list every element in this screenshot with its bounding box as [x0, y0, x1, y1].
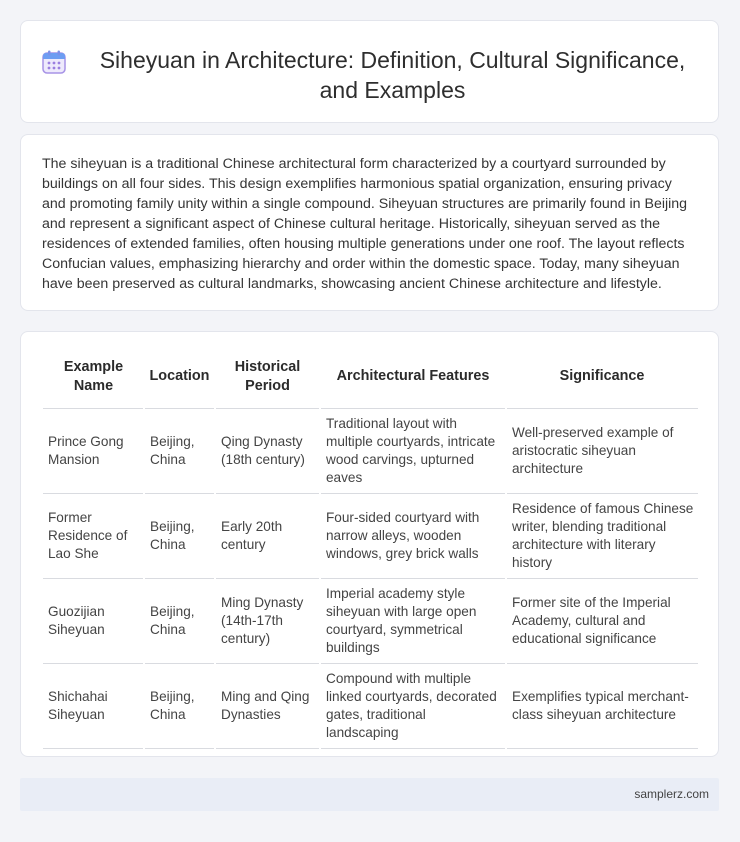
header-significance: Significance [506, 346, 698, 408]
table-card [20, 331, 719, 757]
intro-card [20, 134, 719, 311]
calendar-icon [41, 49, 67, 75]
cell-significance: Residence of famous Chinese writer, blending traditional architecture with literary history [506, 493, 698, 578]
cell-significance: Well-preserved example of aristocratic siheyuan architecture [506, 408, 698, 493]
cell-historical-period: Ming and Qing Dynasties [215, 663, 320, 748]
header-architectural-features: Architectural Features [320, 346, 506, 408]
cell-example-name: Prince Gong Mansion [43, 408, 144, 493]
table-header-row [43, 346, 698, 408]
table-row [43, 663, 698, 748]
table-row [43, 493, 698, 578]
cell-significance: Exemplifies typical merchant-class siheyuan architecture [506, 663, 698, 748]
cell-historical-period: Early 20th century [215, 493, 320, 578]
header-example-name: Example Name [43, 346, 144, 408]
cell-example-name: Guozijian Siheyuan [43, 578, 144, 663]
table-row [43, 408, 698, 493]
cell-historical-period: Qing Dynasty (18th century) [215, 408, 320, 493]
examples-table [43, 346, 698, 749]
cell-example-name: Former Residence of Lao She [43, 493, 144, 578]
footer-site-link[interactable]: samplerz.com [634, 787, 709, 801]
intro-paragraph: The siheyuan is a traditional Chinese architectural form characterized by a courtyard surrounded by buildings on all four sides. This design exemplifies harmonious spatial organization, ensuring privacy and promoting family unity within a single compound. Siheyuan structures are primarily found in Beijing and represent a significant aspect of Chinese cultural heritage. Historically, siheyuan served as the residences of extended families, often housing multiple generations under one roof. The layout reflects Confucian values, emphasizing hierarchy and order within the domestic space. Today, many siheyuan have been preserved as cultural landmarks, showcasing ancient Chinese architecture and lifestyle. [42, 156, 688, 292]
cell-architectural-features: Traditional layout with multiple courtyards, intricate wood carvings, upturned eaves [320, 408, 506, 493]
header-historical-period: Historical Period [215, 346, 320, 408]
cell-example-name: Shichahai Siheyuan [43, 663, 144, 748]
page-title: Siheyuan in Architecture: Definition, Cultural Significance, and Examples [99, 47, 686, 103]
cell-architectural-features: Imperial academy style siheyuan with large open courtyard, symmetrical buildings [320, 578, 506, 663]
footer-bar [20, 778, 719, 811]
table-row [43, 578, 698, 663]
cell-location: Beijing, China [144, 493, 215, 578]
cell-significance: Former site of the Imperial Academy, cultural and educational significance [506, 578, 698, 663]
cell-architectural-features: Four-sided courtyard with narrow alleys, wooden windows, grey brick walls [320, 493, 506, 578]
header-card [20, 20, 719, 123]
cell-location: Beijing, China [144, 578, 215, 663]
cell-architectural-features: Compound with multiple linked courtyards, decorated gates, traditional landscaping [320, 663, 506, 748]
cell-location: Beijing, China [144, 663, 215, 748]
cell-historical-period: Ming Dynasty (14th-17th century) [215, 578, 320, 663]
header-location: Location [144, 346, 215, 408]
cell-location: Beijing, China [144, 408, 215, 493]
